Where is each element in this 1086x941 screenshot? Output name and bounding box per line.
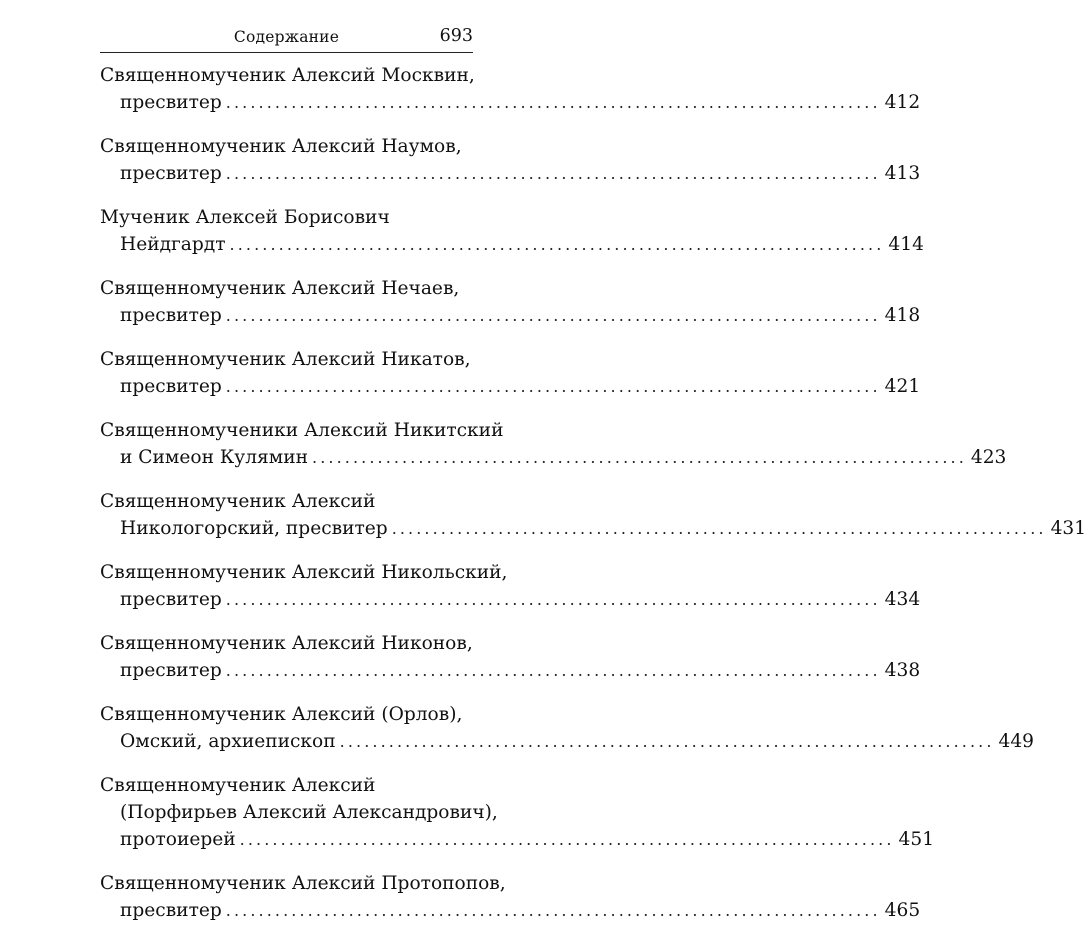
- toc-entry-title-line: Священномученик Алексий: [100, 775, 376, 796]
- toc-entry-last-line: [100, 89, 921, 116]
- toc-entry-subtitle: Никологорский, пресвитер: [120, 518, 388, 539]
- toc-entry-page-number: 449: [998, 731, 1035, 752]
- toc-entry: [100, 417, 1007, 471]
- toc-entry: [100, 133, 921, 187]
- toc-entry-subtitle: Нейдгардт: [120, 234, 226, 255]
- dot-leader: ................................................................................: [312, 448, 967, 467]
- toc-entry-last-line: [100, 444, 1007, 471]
- toc-entry-title-line: Священномученик Алексий Наумов,: [100, 136, 462, 157]
- toc-entry-page-number: 412: [884, 92, 921, 113]
- toc-entry-title-line: Священномученик Алексий: [100, 491, 376, 512]
- toc-entry-subtitle: пресвитер: [120, 163, 222, 184]
- toc-entry: [100, 701, 1035, 755]
- dot-leader: ................................................................................: [225, 590, 881, 609]
- toc-entry: [100, 630, 921, 684]
- toc-entry-last-line: [100, 231, 924, 258]
- toc-entry-last-line: [100, 826, 935, 853]
- dot-leader: ................................................................................: [225, 377, 881, 396]
- toc-entry-page-number: 438: [884, 660, 921, 681]
- dot-leader: ................................................................................: [339, 732, 995, 751]
- toc-entry-page-number: 423: [970, 447, 1007, 468]
- toc-entry: [100, 346, 921, 400]
- toc-entry-page-number: 414: [888, 234, 924, 255]
- toc-entry-title-line: Священномученик Алексий Нечаев,: [100, 278, 460, 299]
- toc-entry-subtitle: пресвитер: [120, 660, 222, 681]
- toc-entry-title-line: Священномученик Алексий Москвин,: [100, 65, 475, 86]
- toc-entry-title-line: Священномученик Алексий Никатов,: [100, 349, 471, 370]
- header-title: Содержание: [233, 28, 340, 46]
- toc-entry-last-line: [100, 728, 1035, 755]
- toc-entry-title-line: Священномученики Алексий Никитский: [100, 420, 504, 441]
- toc-entry-title-line: Священномученик Алексий Никонов,: [100, 633, 473, 654]
- toc-entry: [100, 559, 921, 613]
- toc-entry-last-line: [100, 586, 921, 613]
- dot-leader: ................................................................................: [225, 901, 881, 920]
- toc-entry-page-number: 431: [1050, 518, 1086, 539]
- toc-entry: [100, 275, 921, 329]
- dot-leader: ................................................................................: [391, 519, 1047, 538]
- toc-entry-page-number: 421: [884, 376, 921, 397]
- toc-entry-last-line: [100, 897, 921, 924]
- toc-entry-page-number: 413: [884, 163, 921, 184]
- toc-entry-title-line: (Порфирьев Алексий Александрович),: [120, 802, 498, 823]
- toc-entry: [100, 62, 921, 116]
- dot-leader: ................................................................................: [225, 164, 881, 183]
- dot-leader: ................................................................................: [225, 93, 881, 112]
- toc-entry-last-line: [100, 160, 921, 187]
- toc-entry-last-line: [100, 515, 1086, 542]
- dot-leader: ................................................................................: [229, 235, 885, 254]
- toc-entry-subtitle: пресвитер: [120, 589, 222, 610]
- toc-entry-subtitle: и Симеон Кулямин: [120, 447, 309, 468]
- toc-entry-page-number: 434: [884, 589, 921, 610]
- toc-entry-subtitle: пресвитер: [120, 305, 222, 326]
- toc-entry-last-line: [100, 657, 921, 684]
- header-page-number: 693: [439, 26, 473, 46]
- toc-entry-subtitle: пресвитер: [120, 900, 222, 921]
- dot-leader: ................................................................................: [239, 830, 895, 849]
- toc-entry-subtitle: протоиерей: [120, 829, 236, 850]
- toc-entry-page-number: 418: [884, 305, 921, 326]
- toc-entry-page-number: 465: [884, 900, 921, 921]
- toc-entry: [100, 488, 1086, 542]
- toc-entry-title-line: Священномученик Алексий Никольский,: [100, 562, 508, 583]
- toc-entry-last-line: [100, 373, 921, 400]
- toc-entry-title-line: Священномученик Алексий Протопопов,: [100, 873, 506, 894]
- table-of-contents: [100, 62, 1086, 941]
- toc-entry: [100, 772, 935, 853]
- dot-leader: ................................................................................: [225, 306, 881, 325]
- toc-entry-subtitle: пресвитер: [120, 376, 222, 397]
- running-header: [100, 22, 473, 53]
- toc-entry-subtitle: пресвитер: [120, 92, 222, 113]
- toc-entry: [100, 204, 924, 258]
- toc-entry-page-number: 451: [898, 829, 935, 850]
- dot-leader: ................................................................................: [225, 661, 881, 680]
- toc-entry-title-line: Мученик Алексей Борисович: [100, 207, 390, 228]
- toc-entry: [100, 870, 921, 924]
- toc-entry-subtitle: Омский, архиепископ: [120, 731, 336, 752]
- toc-entry-last-line: [100, 302, 921, 329]
- toc-entry-title-line: Священномученик Алексий (Орлов),: [100, 704, 463, 725]
